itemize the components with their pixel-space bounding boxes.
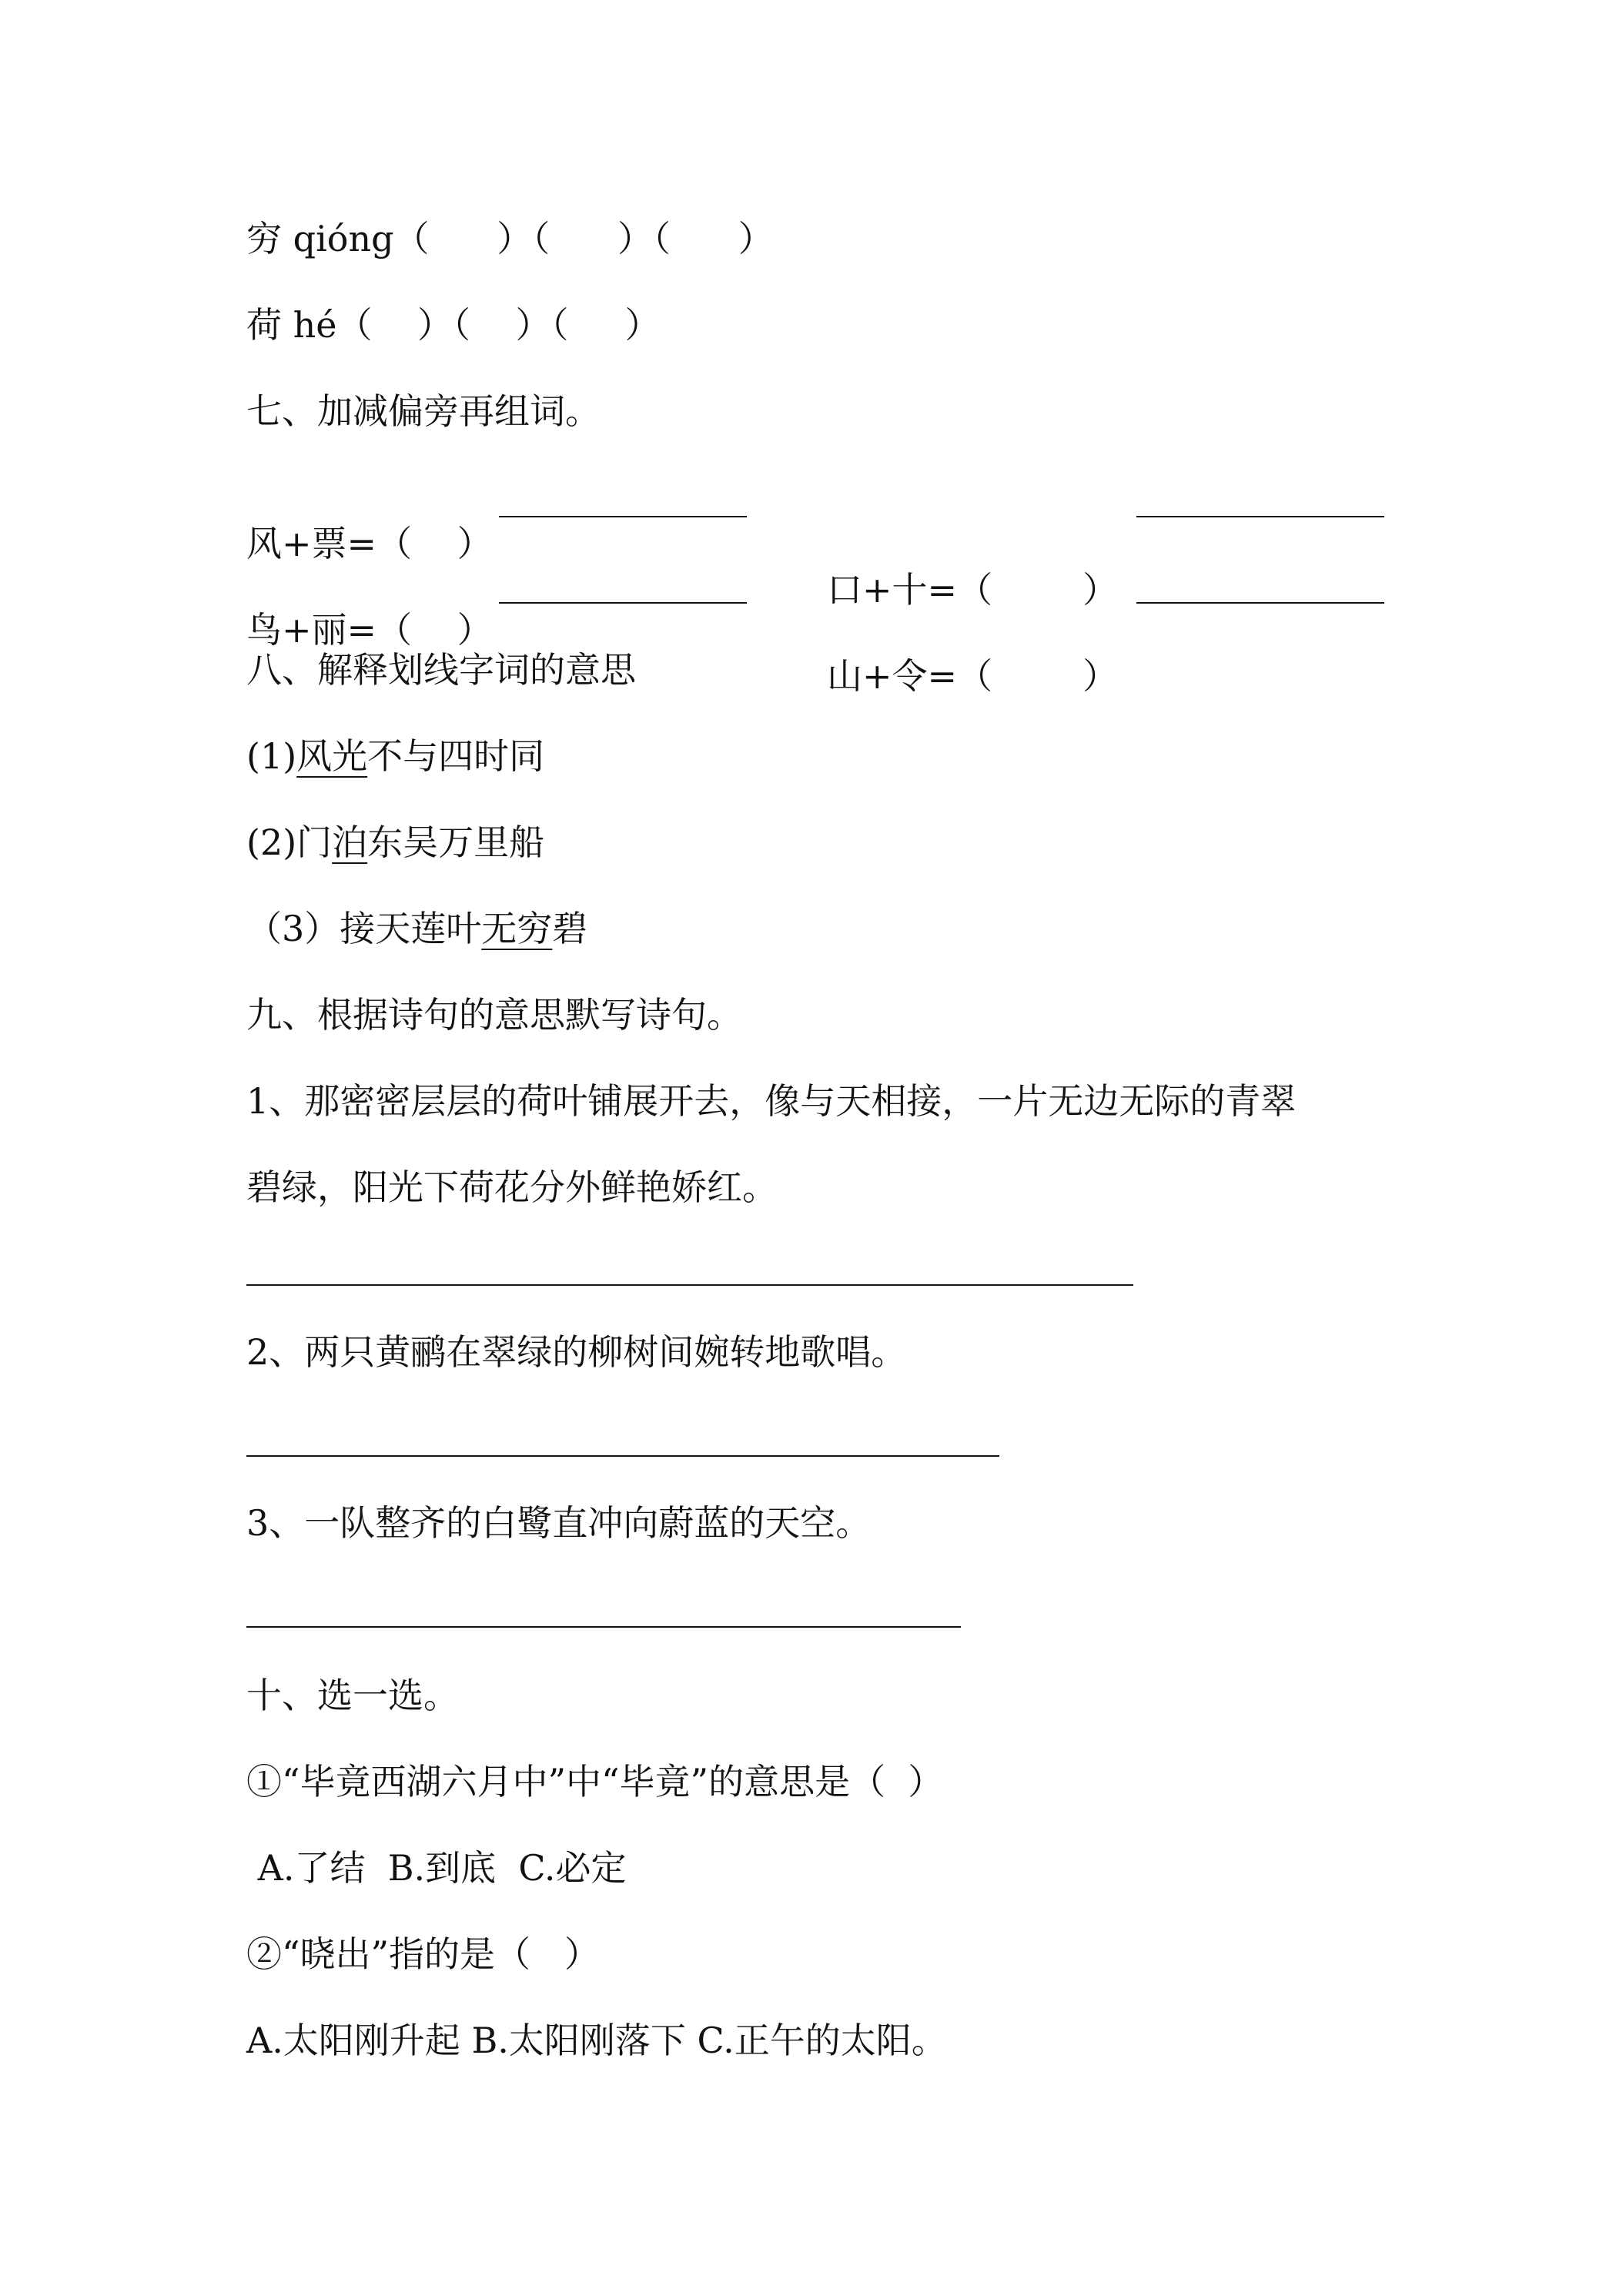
section-8-heading: 八、解释划线字词的意思: [246, 649, 636, 691]
polyphone-qiong: 穷 qióng（ ）（ ）（ ）: [246, 218, 774, 259]
underlined-word: 泊: [332, 822, 368, 863]
answer-blank[interactable]: [499, 602, 747, 604]
answer-blank[interactable]: [499, 516, 747, 517]
item-text: (2)门: [246, 822, 333, 863]
underlined-word: 无穷: [481, 908, 553, 949]
section-8-item-3: [246, 905, 587, 952]
item-text: 不与四时同: [367, 735, 545, 777]
item-text: 东吴万里船: [367, 822, 545, 863]
section-7-heading: 七、加减偏旁再组词。: [246, 390, 601, 432]
item-number: (1): [246, 735, 297, 777]
section-10-heading: 十、选一选。: [246, 1675, 459, 1716]
section-8-item-1: [246, 733, 544, 779]
answer-line[interactable]: [246, 1455, 999, 1457]
section-9-question-1-line-1: 1、那密密层层的荷叶铺展开去，像与天相接，一片无边无际的青翠: [246, 1080, 1297, 1122]
section-9-heading: 九、根据诗句的意思默写诗句。: [246, 994, 742, 1036]
section-9-question-1-line-2: 碧绿，阳光下荷花分外鲜艳娇红。: [246, 1166, 778, 1208]
section-9-question-3: 3、一队整齐的白鹭直冲向蔚蓝的天空。: [246, 1502, 872, 1544]
answer-blank[interactable]: [1136, 516, 1384, 517]
combine-niao-li: 鸟+丽=（ ）: [246, 609, 493, 651]
answer-line[interactable]: [246, 1284, 1133, 1286]
underlined-word: 风光: [296, 735, 368, 777]
section-10-question-1-options: A.了结 B.到底 C.必定: [246, 1847, 627, 1889]
section-10-question-2-options: A.太阳刚升起 B.太阳刚落下 C.正午的太阳。: [246, 2020, 947, 2061]
answer-blank[interactable]: [1136, 602, 1384, 604]
section-10-question-1: ①“毕竟西湖六月中”中“毕竟”的意思是（ ）: [246, 1761, 944, 1802]
answer-line[interactable]: [246, 1626, 961, 1628]
item-text: （3）接天莲叶: [246, 908, 482, 949]
item-text: 碧: [552, 908, 588, 949]
combine-kou-shi: 口+十=（ ）: [827, 569, 1119, 611]
section-9-question-2: 2、两只黄鹂在翠绿的柳树间婉转地歌唱。: [246, 1331, 907, 1373]
combine-feng-piao: 风+票=（ ）: [246, 523, 493, 564]
polyphone-he: 荷 hé（ ）（ ）（ ）: [246, 304, 661, 346]
section-8-item-2: [246, 819, 544, 865]
combine-shan-ling: 山+令=（ ）: [827, 655, 1119, 697]
section-10-question-2: ②“晓出”指的是（ ）: [246, 1933, 600, 1975]
